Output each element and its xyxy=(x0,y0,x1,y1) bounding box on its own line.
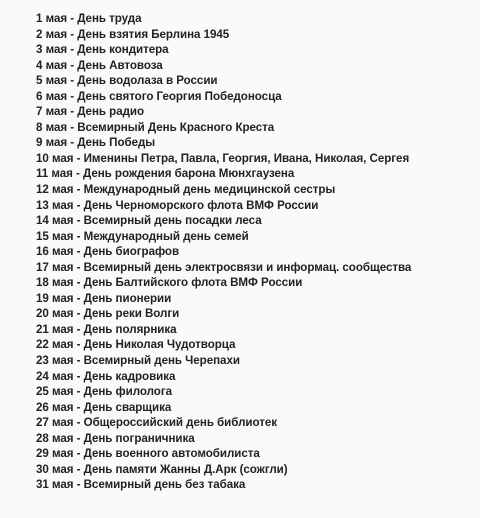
list-item: 18 мая - День Балтийского флота ВМФ России xyxy=(36,276,303,290)
list-item: 31 мая - Всемирный день без табака xyxy=(36,478,246,492)
list-item: 9 мая - День Победы xyxy=(36,136,156,150)
list-item: 25 мая - День филолога xyxy=(36,385,173,399)
list-item: 13 мая - День Черноморского флота ВМФ России xyxy=(36,198,319,212)
list-item: 10 мая - Именины Петра, Павла, Георгия, Ивана, Николая, Сергея xyxy=(36,151,410,165)
list-item: 17 мая - Всемирный день электросвязи и информац. сообщества xyxy=(36,260,412,274)
list-item: 24 мая - День кадровика xyxy=(36,369,176,383)
list-item: 4 мая - День Автовоза xyxy=(36,58,163,72)
list-item: 27 мая - Общероссийский день библиотек xyxy=(36,416,277,430)
list-item: 1 мая - День труда xyxy=(36,12,142,25)
list-item: 3 мая - День кондитера xyxy=(36,43,169,57)
list-item: 2 мая - День взятия Берлина 1945 xyxy=(36,27,230,41)
list-item: 26 мая - День сварщика xyxy=(36,400,172,414)
list-item: 21 мая - День полярника xyxy=(36,322,177,336)
list-item: 12 мая - Международный день медицинской сестры xyxy=(36,183,336,197)
list-item: 28 мая - День пограничника xyxy=(36,431,195,445)
list-item: 7 мая - День радио xyxy=(36,105,145,119)
list-item: 15 мая - Международный день семей xyxy=(36,229,249,243)
list-item: 5 мая - День водолаза в России xyxy=(36,74,218,88)
holiday-list xyxy=(36,11,476,493)
list-item: 29 мая - День военного автомобилиста xyxy=(36,447,260,461)
list-item: 19 мая - День пионерии xyxy=(36,291,172,305)
list-item: 22 мая - День Николая Чудотворца xyxy=(36,338,236,352)
list-item: 20 мая - День реки Волги xyxy=(36,307,180,321)
list-item: 14 мая - Всемирный день посадки леса xyxy=(36,214,262,228)
list-item: 16 мая - День биографов xyxy=(36,245,180,259)
list-item: 11 мая - День рождения барона Мюнхгаузена xyxy=(36,167,295,181)
list-item: 23 мая - Всемирный день Черепахи xyxy=(36,354,240,368)
list-item: 30 мая - День памяти Жанны Д.Арк (сожгли) xyxy=(36,462,288,476)
list-item: 6 мая - День святого Георгия Победоносца xyxy=(36,89,282,103)
list-item: 8 мая - Всемирный День Красного Креста xyxy=(36,120,275,134)
